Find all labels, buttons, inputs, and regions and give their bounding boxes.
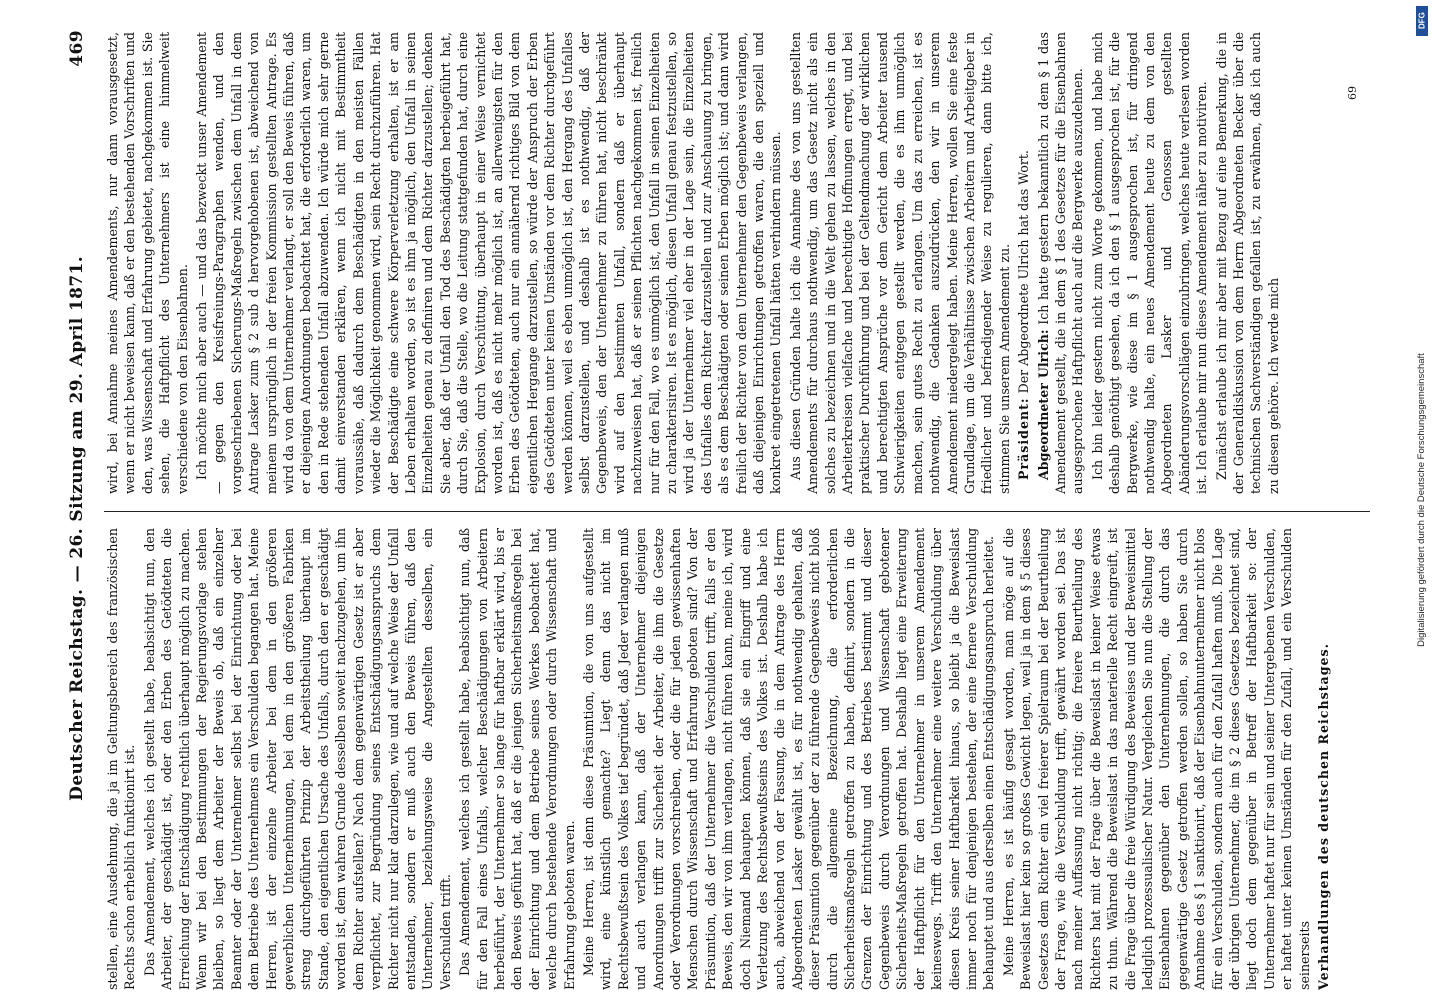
paragraph: stellen, eine Ausdehnung, die ja im Geltungsbereich des französischen Rechts schon erheblich funktionirt ist. [105, 528, 138, 990]
paragraph: Zunächst erlaube ich mir aber mit Bezug auf eine Bemerkung, die in der Generaldiskussion von dem Herrn Abgeordneten Becker über die technischen Sachverständigen gefallen ist, zu erwähnen, daß ich auch zu diesen gehöre. Ich werde mich [1213, 32, 1281, 494]
speaker-paragraph [1035, 32, 1087, 494]
footer-note: Verhandlungen des deutschen Reichstages. [1316, 643, 1332, 990]
paragraph: Aus diesen Gründen halte ich die Annahme des von uns gestellten Amendements für durchaus nothwendig, um das Gesetz nicht als ein solches zu bezeichnen und in die Welt gehen zu lassen, welches in den Arbeiterkreisen vielfache und berechtigte Hoffnungen erregt, und bei praktischer Durchführung und bei der Geltendmachung der wirklichen und berechtigten Ansprüche vor dem Gericht dem Arbeiter tausend Schwierigkeiten entgegen gestellt werden, die es ihm unmöglich machen, sein gutes Recht zu erlangen. Um das zu erreichen, ist es nothwendig, die Gedanken auszudrücken, den wir in unserem Amendement niedergelegt haben. Meine Herren, wollen Sie eine feste Grundlage, um die Verhältnisse zwischen Arbeitern und Arbeitgeber in friedlicher und befriedigender Weise zu regulieren, dann bitte ich, stimmen Sie unserem Amendement zu. [787, 32, 1012, 494]
digitization-sidebar [1404, 0, 1432, 1000]
paragraph: Meine Herren, es ist häufig gesagt worden, man möge auf die Beweislast hier kein so großes Gewicht legen, weil ja in dem § 5 dieses Gesetzes dem Richter ein viel freierer Spielraum bei der Beurtheilung der Frage, wie die Verschuldung trifft, gewährt worden sei. Das ist nach meiner Auffassung nicht richtig; die freiere Beurtheilung des Richters hat mit der Frage über die Beweislast in keiner Weise etwas zu thun. Während die Beweislast in das materielle Recht eingreift, ist die Frage über die freie Würdigung des Beweises und der Beweismittel lediglich prozessualischer Natur. Vergleichen Sie nun die Stellung der Eisenbahnen gegenüber den Unternehmungen, die durch das gegenwärtige Gesetz getroffen werden sollen, so haben Sie durch Annahme des § 1 sanktionirt, daß der Eisenbahnunternehmer nicht blos für ein Verschulden, sondern auch für den Zufall haften muß. Die Lage der übrigen Unternehmer, die im § 2 dieses Gesetzes bezeichnet sind, liegt doch dem gegenüber in Betreff der Haftbarkeit so: der Unternehmer haftet nur für sein und seiner Untergebenen Verschulden, er haftet unter keinen Umständen für den Zufall, und ein Verschulden seinerseits [1000, 528, 1312, 990]
left-column [104, 528, 1370, 990]
paragraph: Ich möchte mich aber auch — und das bezweckt unser Amendement — gegen den Kreisfreiungs-Paragraphen wenden, und den vorgeschriebenen Sicherungs-Maßregeln zwischen dem Unfall in dem Antrage Lasker zum § 2 sub d hervorgehobenen ist, abweichend von meinem ursprünglich in der freien Kommission gestellten Antrage. Es wird da von dem Unternehmer verlangt, er soll den Beweis führen, daß er diejenigen Anordnungen beobachtet hat, die erforderlich waren, um den in Rede stehenden Unfall abzuwenden. Ich würde mich sehr gerne damit einverstanden erklären, wenn ich nicht mit Bestimmtheit voraussähe, daß dadurch dem Beschädigten in den meisten Fällen wieder die Möglichkeit genommen wird, sein Recht durchzuführen. Hat der Beschädigte eine schwere Körperverletzung erhalten, ist er am Leben erhalten worden, so ist es ihm ja möglich, den Unfall in seinen Einzelheiten genau zu definiren und dem Richter darzustellen; denken Sie aber, daß der Unfall den Tod des Beschädigten herbeigeführt hat, durch Sie, daß die Stelle, wo die Leitung stattgefunden hat, durch eine Explosion, durch Verschüttung, überhaupt in einer Weise vernichtet worden ist, daß es nicht mehr möglich ist, an allerwenigsten für den Erben des Getödteten, auch nur ein annähernd richtiges Bild von dem eigentlichen Hergange darzustellen, so würde der Anspruch der Erben des Getödteten unter keinen Umständen vor dem Richter durchgeführt werden können, weil es eben unmöglich ist, den Hergang des Unfalles selbst darzustellen, und deshalb ist es nothwendig, daß der Gegenbeweis, den der Unternehmer zu führen hat, nicht beschränkt wird auf den bestimmten Unfall, sondern daß er überhaupt nachzuweisen hat, daß er seinen Pflichten nachgekommen ist, freilich nur für den Fall, wo es unmöglich ist, den Unfall in seinen Einzelheiten zu charakterisiren. Ist es möglich, diesen Unfall genau festzustellen, so wird ja der Unternehmer viel eher in der Lage sein, die Einzelheiten des Unfalles dem Richter darzustellen und zur Anschauung zu bringen, als es dem Beschädigten oder seinen Erben möglich ist; und dann wird freilich der Richter von dem Unternehmer den Gegenbeweis verlangen, daß diejenigen Einrichtungen getroffen waren, die den speziell und konkret eingetretenen Unfall hätten verhindern müssen. [194, 32, 784, 494]
paragraph: Meine Herren, ist denn diese Präsumtion, die von uns aufgestellt wird, eine künstlich gemachte? Liegt denn das nicht im Rechtsbewußtsein des Volkes tief begründet, daß Jeder verlangen muß und auch verlangen kann, daß der Unternehmer diejenigen Anordnungen trifft zur Sicherheit der Arbeiter, die ihm die Gesetze oder Verordnungen vorschreiben, oder die für jeden gewissenhaften Menschen durch Wissenschaft und Erfahrung geboten sind? Von der Präsumtion, daß der Unternehmer die Verschulden trifft, falls er den Beweis, den wir von ihm verlangen, nicht führen kann, meine ich, wird doch Niemand behaupten können, daß sie ein Eingriff und eine Verletzung des Rechtsbewußtseins des Volkes ist. Deshalb habe ich auch, abweichend von der Fassung, die in dem Antrage des Herrn Abgeordneten Lasker gewählt ist, es für nothwendig gehalten, daß dieser Präsumtion gegenüber der zu führende Gegenbeweis nicht bloß durch die allgemeine Bezeichnung, die erforderlichen Sicherheitsmaßregeln getroffen zu haben, definirt, sondern in die Grenzen der Einrichtung und des Betriebes bestimmt und dieser Gegenbeweis durch Verordnungen und Wissenschaft gebotener Sicherheits-Maßregeln getroffen hat. Deshalb liegt eine Erweiterung der Haftpflicht für den Unternehmer in unserem Amendement keineswegs. Trifft den Unternehmer eine weitere Verschuldung über diesen Kreis seiner Haftbarkeit hinaus, so bleibt ja die Beweislast immer noch für denjenigen bestehen, der eine fernere Verschuldung behauptet und aus derselben einen Entschädigungsanspruch herleitet. [580, 528, 997, 990]
column-divider [104, 511, 1370, 512]
dfg-logo: DFG [1416, 6, 1428, 36]
president-text: Der Abgeordnete Ulrich hat das Wort. [1016, 150, 1032, 394]
page-header [60, 30, 94, 990]
right-column [104, 32, 1370, 494]
paragraph: Das Amendement, welches ich gestellt habe, beabsichtigt nun, den Arbeiter, der geschädigt ist, oder den Erben des Getödteten die Erreichung der Entschädigung rechtlich überhaupt möglich zu machen. Wenn wir bei den Bestimmungen der Regierungsvorlage stehen bleiben, so liegt dem Arbeiter der Beweis ob, daß ein einzelner Beamter oder der Unternehmer selbst bei der Einrichtung oder bei dem Betriebe des Unternehmens ein Verschulden begangen hat. Meine Herren, ist der einzelne Arbeiter bei dem in den größeren gewerblichen Unternehmungen, bei dem in den größeren Fabriken streng durchgeführten Prinzip der Arbeitstheilung überhaupt im Stande, den eigentlichen Ursache des Unfalls, durch den er geschädigt worden ist, dem wahren Grunde desselben soweit nachzugehen, um ihn dem Richter aufstellen? Nach dem gegenwärtigen Gesetz ist er aber verpflichtet, zur Begründung seines Entschädigungsanspruchs dem Richter nicht nur klar darzulegen, wie und auf welche Weise der Unfall entstanden, sondern er muß auch den Beweis führen, daß den Unternehmer, beziehungsweise die Angestellten desselben, ein Verschulden trifft. [141, 528, 453, 990]
paragraph: Ich bin leider gestern nicht zum Worte gekommen, und habe mich deshalb genöthigt gesehen, da ich den § 1 ausgesprochen ist, für die Bergwerke, wie diese im § 1 ausgesprochen ist, für dringend nothwendig halte, ein neues Amendement heute zu dem von den Abgeordneten Lasker und Genossen gestellten Abänderungsvorschlägen einzubringen, welches heute verlesen worden ist. Ich erlaube mir nun dieses Amendement näher zu motiviren. [1089, 32, 1210, 494]
running-title: Deutscher Reichstag. — 26. Sitzung am 29. April 1871. [67, 255, 87, 801]
signature-mark: 69 [1346, 86, 1359, 100]
speaker-label: Abgeordneter Ulrich: [1035, 329, 1051, 480]
paragraph: Das Amendement, welches ich gestellt habe, beabsichtigt nun, daß für den Fall eines Unfalls, welcher Beschädigungen von Arbeitern herbeiführt, der Unternehmer so lange für haftbar erklärt wird, bis er den Beweis geführt hat, daß er die jenigen Sicherheitsmaßregeln bei der Einrichtung und dem Betriebe seines Werkes beobachtet hat, welche durch bestehende Verordnungen oder durch Wissenschaft und Erfahrung geboten waren. [457, 528, 577, 990]
speaker-text: Ich hatte gestern bekanntlich zu dem § 1 das Amendement gestellt, die in dem § 1 des Gesetzes für die Eisenbahnen ausgesprochene Haftpflicht auch auf die Bergwerke auszudehnen. [1035, 32, 1086, 494]
president-label: Präsident: [1016, 397, 1032, 480]
rotated-page-content [50, 20, 1390, 1000]
paragraph: wird, bei Annahme meines Amendements, nur dann vorausgesetzt, wenn er nicht beweisen kann, daß er den bestehenden Vorschriften und den, was Wissenschaft und Erfahrung gebietet, nachgekommen ist. Sie sehen, die Haftpflicht des Unternehmers ist eine himmelweit verschiedene von den Eisenbahnen. [105, 32, 190, 494]
page-number: 469 [67, 30, 87, 67]
dfg-credit: Digitalisierung gefördert durch die Deutsche Forschungsgemeinschaft [1416, 353, 1427, 647]
president-paragraph [1015, 32, 1032, 494]
